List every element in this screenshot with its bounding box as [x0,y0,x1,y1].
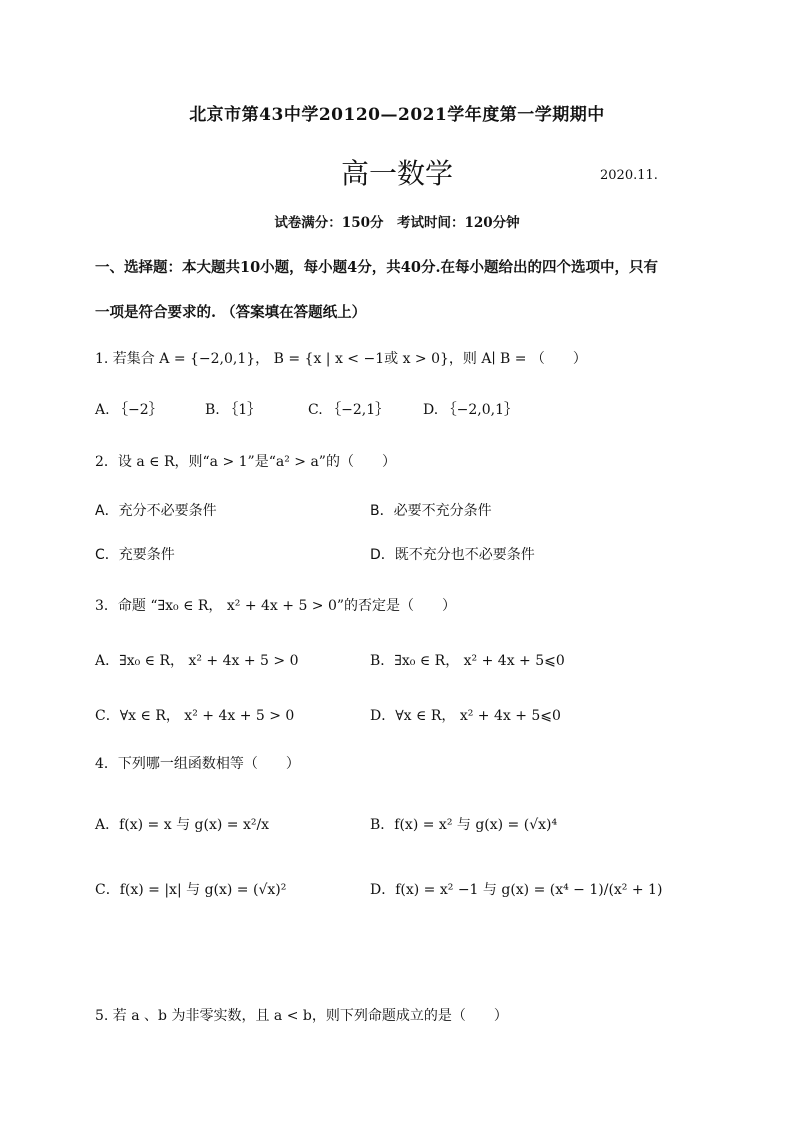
question-3-stem: 3．命题 “∃x₀ ∈ R， x² + 4x + 5 > 0”的否定是（ ） [95,598,457,614]
section-heading-line2: 一项是符合要求的. （答案填在答题纸上） [95,304,367,321]
question-4-option-b: B．f(x) = x² 与 g(x) = (√x)⁴ [370,817,558,833]
question-1-option-d: D. ｛−2,0,1｝ [423,402,518,418]
question-1-stem: 1. 若集合 A = {−2,0,1}， B = {x | x < −1或 x > 0}，则 A∣ B = （ ） [95,351,587,367]
question-1-option-b: B. ｛1｝ [205,402,262,418]
question-4-option-d: D．f(x) = x² −1 与 g(x) = (x⁴ − 1)/(x² + 1) [370,882,663,898]
section-heading-line1: 一、选择题：本大题共10小题，每小题4分，共40分.在每小题给出的四个选项中，只有 [95,259,658,276]
question-3-option-b: B．∃x₀ ∈ R， x² + 4x + 5⩽0 [370,653,565,669]
question-1-option-c: C. ｛−2,1｝ [308,402,390,418]
question-3-option-a: A．∃x₀ ∈ R， x² + 4x + 5 > 0 [95,653,299,669]
question-2-stem: 2．设 a ∈ R，则“a > 1”是“a² > a”的（ ） [95,454,396,470]
exam-title: 北京市第43中学20120—2021学年度第一学期期中 [189,105,605,125]
question-2-option-d: D．既不充分也不必要条件 [370,547,535,563]
question-3-option-d: D．∀x ∈ R， x² + 4x + 5⩽0 [370,708,561,724]
question-4-option-c: C．f(x) = |x| 与 g(x) = (√x)² [95,882,287,898]
question-2-option-a: A．充分不必要条件 [95,503,217,519]
question-2-option-c: C．充要条件 [95,547,175,563]
question-5-stem: 5. 若 a 、b 为非零实数，且 a < b，则下列命题成立的是（ ） [95,1008,508,1024]
exam-date: 2020.11. [600,168,658,183]
question-2-option-b: B．必要不充分条件 [370,503,492,519]
exam-info: 试卷满分：150分 考试时间：120分钟 [274,215,520,231]
question-4-stem: 4．下列哪一组函数相等（ ） [95,756,300,772]
question-1-option-a: A. ｛−2｝ [95,402,163,418]
subject-title: 高一数学 [340,157,453,190]
question-4-option-a: A．f(x) = x 与 g(x) = x²/x [95,817,270,833]
question-3-option-c: C．∀x ∈ R， x² + 4x + 5 > 0 [95,708,295,724]
